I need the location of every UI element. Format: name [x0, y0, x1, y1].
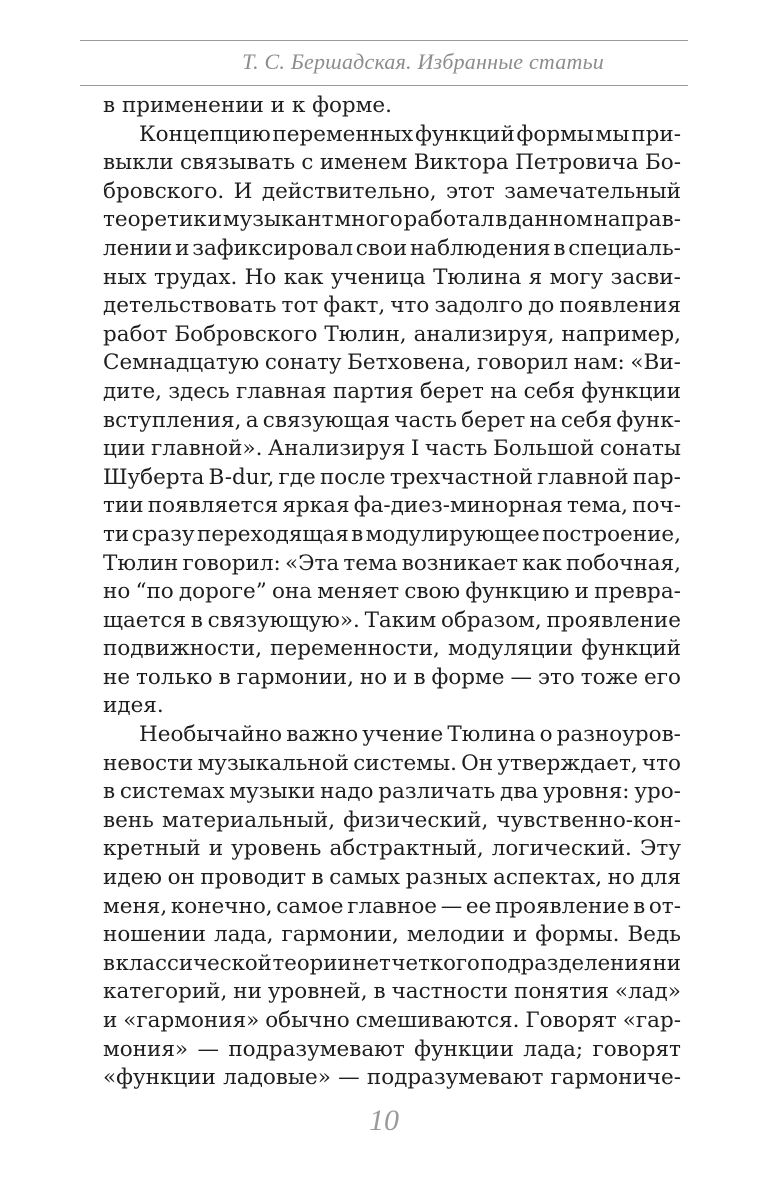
text-line: идею он проводит в самых разных аспектах, но для — [103, 865, 681, 891]
text-line: идея. — [103, 693, 164, 719]
text-line: меня, конечно, самое главное — ее проявление в от- — [103, 893, 681, 919]
text-line: ти сразу переходящая в модулирующее построение, — [103, 521, 681, 547]
page-number: 10 — [369, 1104, 399, 1137]
body-text — [103, 92, 681, 1093]
text-line: Необычайно важно учение Тюлина о разноуров- — [139, 722, 681, 748]
text-line: ношении лада, гармонии, мелодии и формы. Ведь — [103, 922, 681, 948]
running-header — [80, 40, 688, 86]
text-line: Шуберта B-dur, где после трехчастной главной пар- — [103, 464, 681, 490]
text-line: подвижности, переменности, модуляции функций — [103, 636, 681, 662]
text-line: в системах музыки надо различать два уровня: уро- — [103, 779, 681, 805]
text-line: детельствовать тот факт, что задолго до появления — [103, 293, 681, 319]
text-line: вень материальный, физический, чувственно-кон- — [103, 807, 681, 833]
text-line: бровского. И действительно, этот замечательный — [103, 178, 681, 204]
text-line: ных трудах. Но как ученица Тюлина я могу засви- — [103, 264, 681, 290]
text-line: кретный и уровень абстрактный, логический. Эту — [103, 836, 681, 862]
text-line: мония» — подразумевают функции лада; говорят — [103, 1036, 681, 1062]
text-line: в классической теории нет четкого подразделения ни — [103, 950, 681, 976]
text-line: теоретик и музыкант много работал в данном направ- — [103, 207, 681, 233]
text-line: тии появляется яркая фа-диез-минорная тема, поч- — [103, 493, 681, 519]
text-line: и «гармония» обычно смешиваются. Говорят «гар- — [103, 1008, 681, 1033]
text-line: Семнадцатую сонату Бетховена, говорил нам: «Ви- — [103, 350, 681, 376]
text-line: невости музыкальной системы. Он утверждает, что — [103, 750, 681, 776]
text-line: но “по дороге” она меняет свою функцию и превра- — [103, 579, 681, 605]
text-line: Концепцию переменных функций формы мы при- — [139, 121, 681, 147]
text-line: не только в гармонии, но и в форме — это тоже его — [103, 664, 681, 690]
text-line: лении и зафиксировал свои наблюдения в специаль- — [103, 235, 681, 261]
text-line: ции главной». Анализируя I часть Большой сонаты — [103, 436, 681, 462]
text-line: в применении и к форме. — [103, 93, 392, 118]
text-line: выкли связывать с именем Виктора Петровича Бо- — [103, 150, 681, 176]
text-line: «функции ладовые» — подразумевают гармониче- — [103, 1065, 681, 1091]
text-line: щается в связующую». Таким образом, проявление — [103, 607, 681, 633]
text-line: категорий, ни уровней, в частности понятия «лад» — [103, 979, 681, 1005]
text-line: вступления, а связующая часть берет на себя функ- — [103, 407, 681, 433]
text-line: Тюлин говорил: «Эта тема возникает как побочная, — [103, 550, 681, 576]
text-line: дите, здесь главная партия берет на себя функции — [103, 378, 681, 404]
text-line: работ Бобровского Тюлин, анализируя, например, — [103, 321, 681, 347]
running-title: Т. С. Бершадская. Избранные статьи — [242, 49, 604, 74]
